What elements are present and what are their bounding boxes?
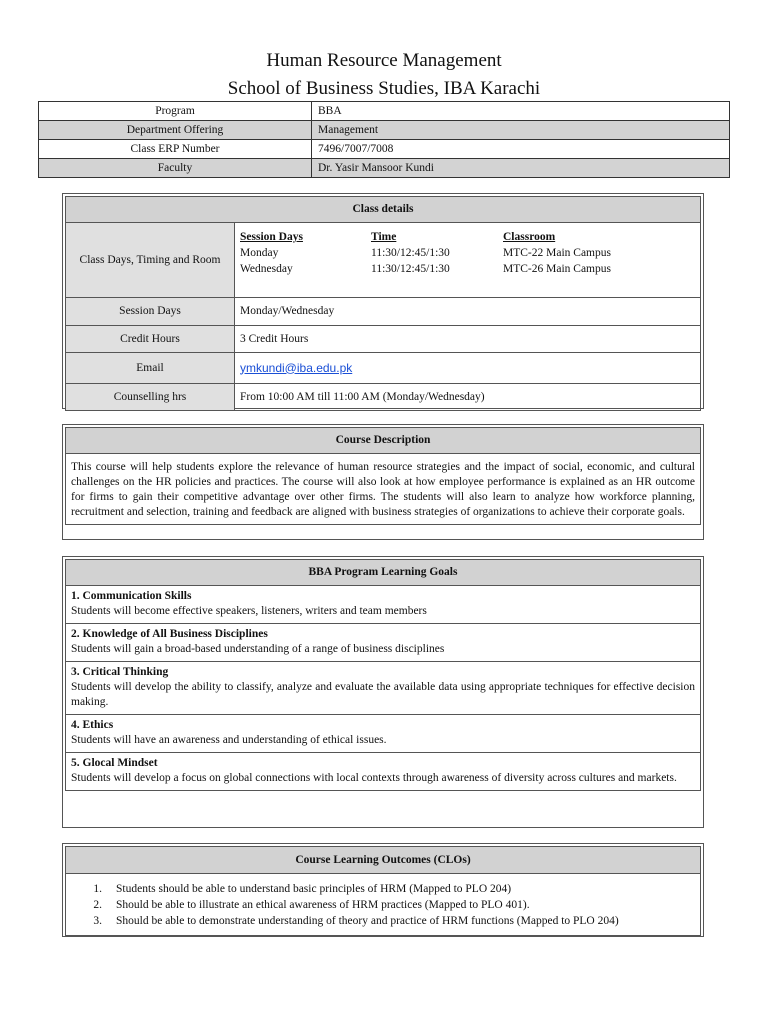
clos-heading: Course Learning Outcomes (CLOs) (66, 847, 700, 874)
learning-goals-list (66, 586, 700, 790)
email-label: Email (66, 352, 235, 383)
learning-goal-title: 2. Knowledge of All Business Disciplines (71, 628, 268, 640)
clo-number: 2. (93, 899, 102, 911)
clo-text: Students should be able to understand basic principles of HRM (Mapped to PLO 204) (116, 883, 512, 895)
schedule-header-row (240, 229, 695, 245)
schedule-room: MTC-26 Main Campus (503, 263, 611, 275)
learning-goal-title: 1. Communication Skills (71, 590, 192, 602)
class-details-section (62, 193, 704, 409)
info-label: Faculty (39, 159, 312, 178)
schedule-header-time: Time (371, 231, 397, 243)
learning-goal-text: Students will gain a broad-based understanding of a range of business disciplines (71, 643, 445, 655)
session-days-value: Monday/Wednesday (235, 297, 701, 325)
session-days-label: Session Days (66, 297, 235, 325)
schedule-header-classroom: Classroom (503, 231, 556, 243)
credit-hours-label: Credit Hours (66, 325, 235, 352)
info-label: Department Offering (39, 121, 312, 140)
schedule-day: Monday (240, 247, 279, 259)
learning-goal-title: 3. Critical Thinking (71, 666, 169, 678)
session-days-row (66, 297, 700, 325)
course-description-heading: Course Description (66, 428, 700, 454)
schedule-grid (240, 223, 695, 277)
credit-hours-row (66, 325, 700, 352)
counselling-row (66, 383, 700, 410)
document-subtitle: School of Business Studies, IBA Karachi (227, 78, 541, 99)
email-link[interactable]: ymkundi@iba.edu.pk (240, 360, 353, 375)
learning-goal-title: 5. Glocal Mindset (71, 757, 158, 769)
schedule-entry (240, 261, 695, 277)
learning-goal-text: Students will become effective speakers, listeners, writers and team members (71, 605, 427, 617)
course-description-section (62, 424, 704, 540)
credit-hours-value: 3 Credit Hours (235, 325, 701, 352)
info-row (39, 102, 730, 121)
info-value: Management (312, 121, 730, 140)
clo-text: Should be able to demonstrate understanding of theory and practice of HRM functions (Mapped to PLO 204) (116, 915, 619, 927)
learning-goal (66, 714, 700, 752)
document-title: Human Resource Management (266, 50, 502, 71)
learning-goal (66, 661, 700, 714)
email-row (66, 352, 700, 383)
learning-goal-title: 4. Ethics (71, 719, 114, 731)
program-info-table (38, 101, 730, 178)
learning-goal-text: Students will develop a focus on global connections with local contexts through awareness of diversity across cultures and markets. (71, 772, 677, 784)
info-value: 7496/7007/7008 (312, 140, 730, 159)
clo-item (66, 881, 700, 897)
clo-number: 1. (93, 883, 102, 895)
clo-text: Should be able to illustrate an ethical awareness of HRM practices (Mapped to PLO 401). (116, 899, 530, 911)
learning-goal (66, 586, 700, 623)
class-details-heading: Class details (66, 197, 700, 223)
counselling-value: From 10:00 AM till 11:00 AM (Monday/Wednesday) (235, 383, 701, 410)
clo-item (66, 913, 700, 929)
email-cell (235, 352, 701, 383)
learning-goals-heading: BBA Program Learning Goals (66, 560, 700, 586)
info-row (39, 159, 730, 178)
schedule-day: Wednesday (240, 263, 293, 275)
schedule-row (66, 223, 700, 297)
schedule-header-days: Session Days (240, 231, 303, 243)
schedule-cell (235, 223, 701, 297)
schedule-time: 11:30/12:45/1:30 (371, 263, 450, 275)
clo-number: 3. (93, 915, 102, 927)
info-row (39, 140, 730, 159)
course-description-text: This course will help students explore the relevance of human resource strategies and the impact of social, economic, and cultural challenges on the HR policies and practices. The course will also look at how employee performance is explained as an HR outcome for firms to gain their competitive advantage over other firms. The students will also learn to analyze how workforce planning, recruitment and selection, training and feedback are aligned with business strategies of organizations to achieve their corporate goals. (71, 461, 695, 518)
clo-item (66, 897, 700, 913)
info-value: Dr. Yasir Mansoor Kundi (312, 159, 730, 178)
schedule-room: MTC-22 Main Campus (503, 247, 611, 259)
schedule-time: 11:30/12:45/1:30 (371, 247, 450, 259)
learning-goal-text: Students will develop the ability to classify, analyze and evaluate the available data using appropriate techniques for effective decision making. (71, 681, 695, 708)
info-label: Class ERP Number (39, 140, 312, 159)
days-timing-label: Class Days, Timing and Room (66, 223, 235, 297)
clos-list (66, 874, 700, 935)
info-label: Program (39, 102, 312, 121)
class-details-table (66, 223, 700, 410)
clos-section (62, 843, 704, 937)
schedule-entry (240, 245, 695, 261)
info-row (39, 121, 730, 140)
learning-goal-text: Students will have an awareness and understanding of ethical issues. (71, 734, 387, 746)
learning-goals-section (62, 556, 704, 828)
counselling-label: Counselling hrs (66, 383, 235, 410)
info-value: BBA (312, 102, 730, 121)
learning-goal (66, 752, 700, 790)
learning-goal (66, 623, 700, 661)
